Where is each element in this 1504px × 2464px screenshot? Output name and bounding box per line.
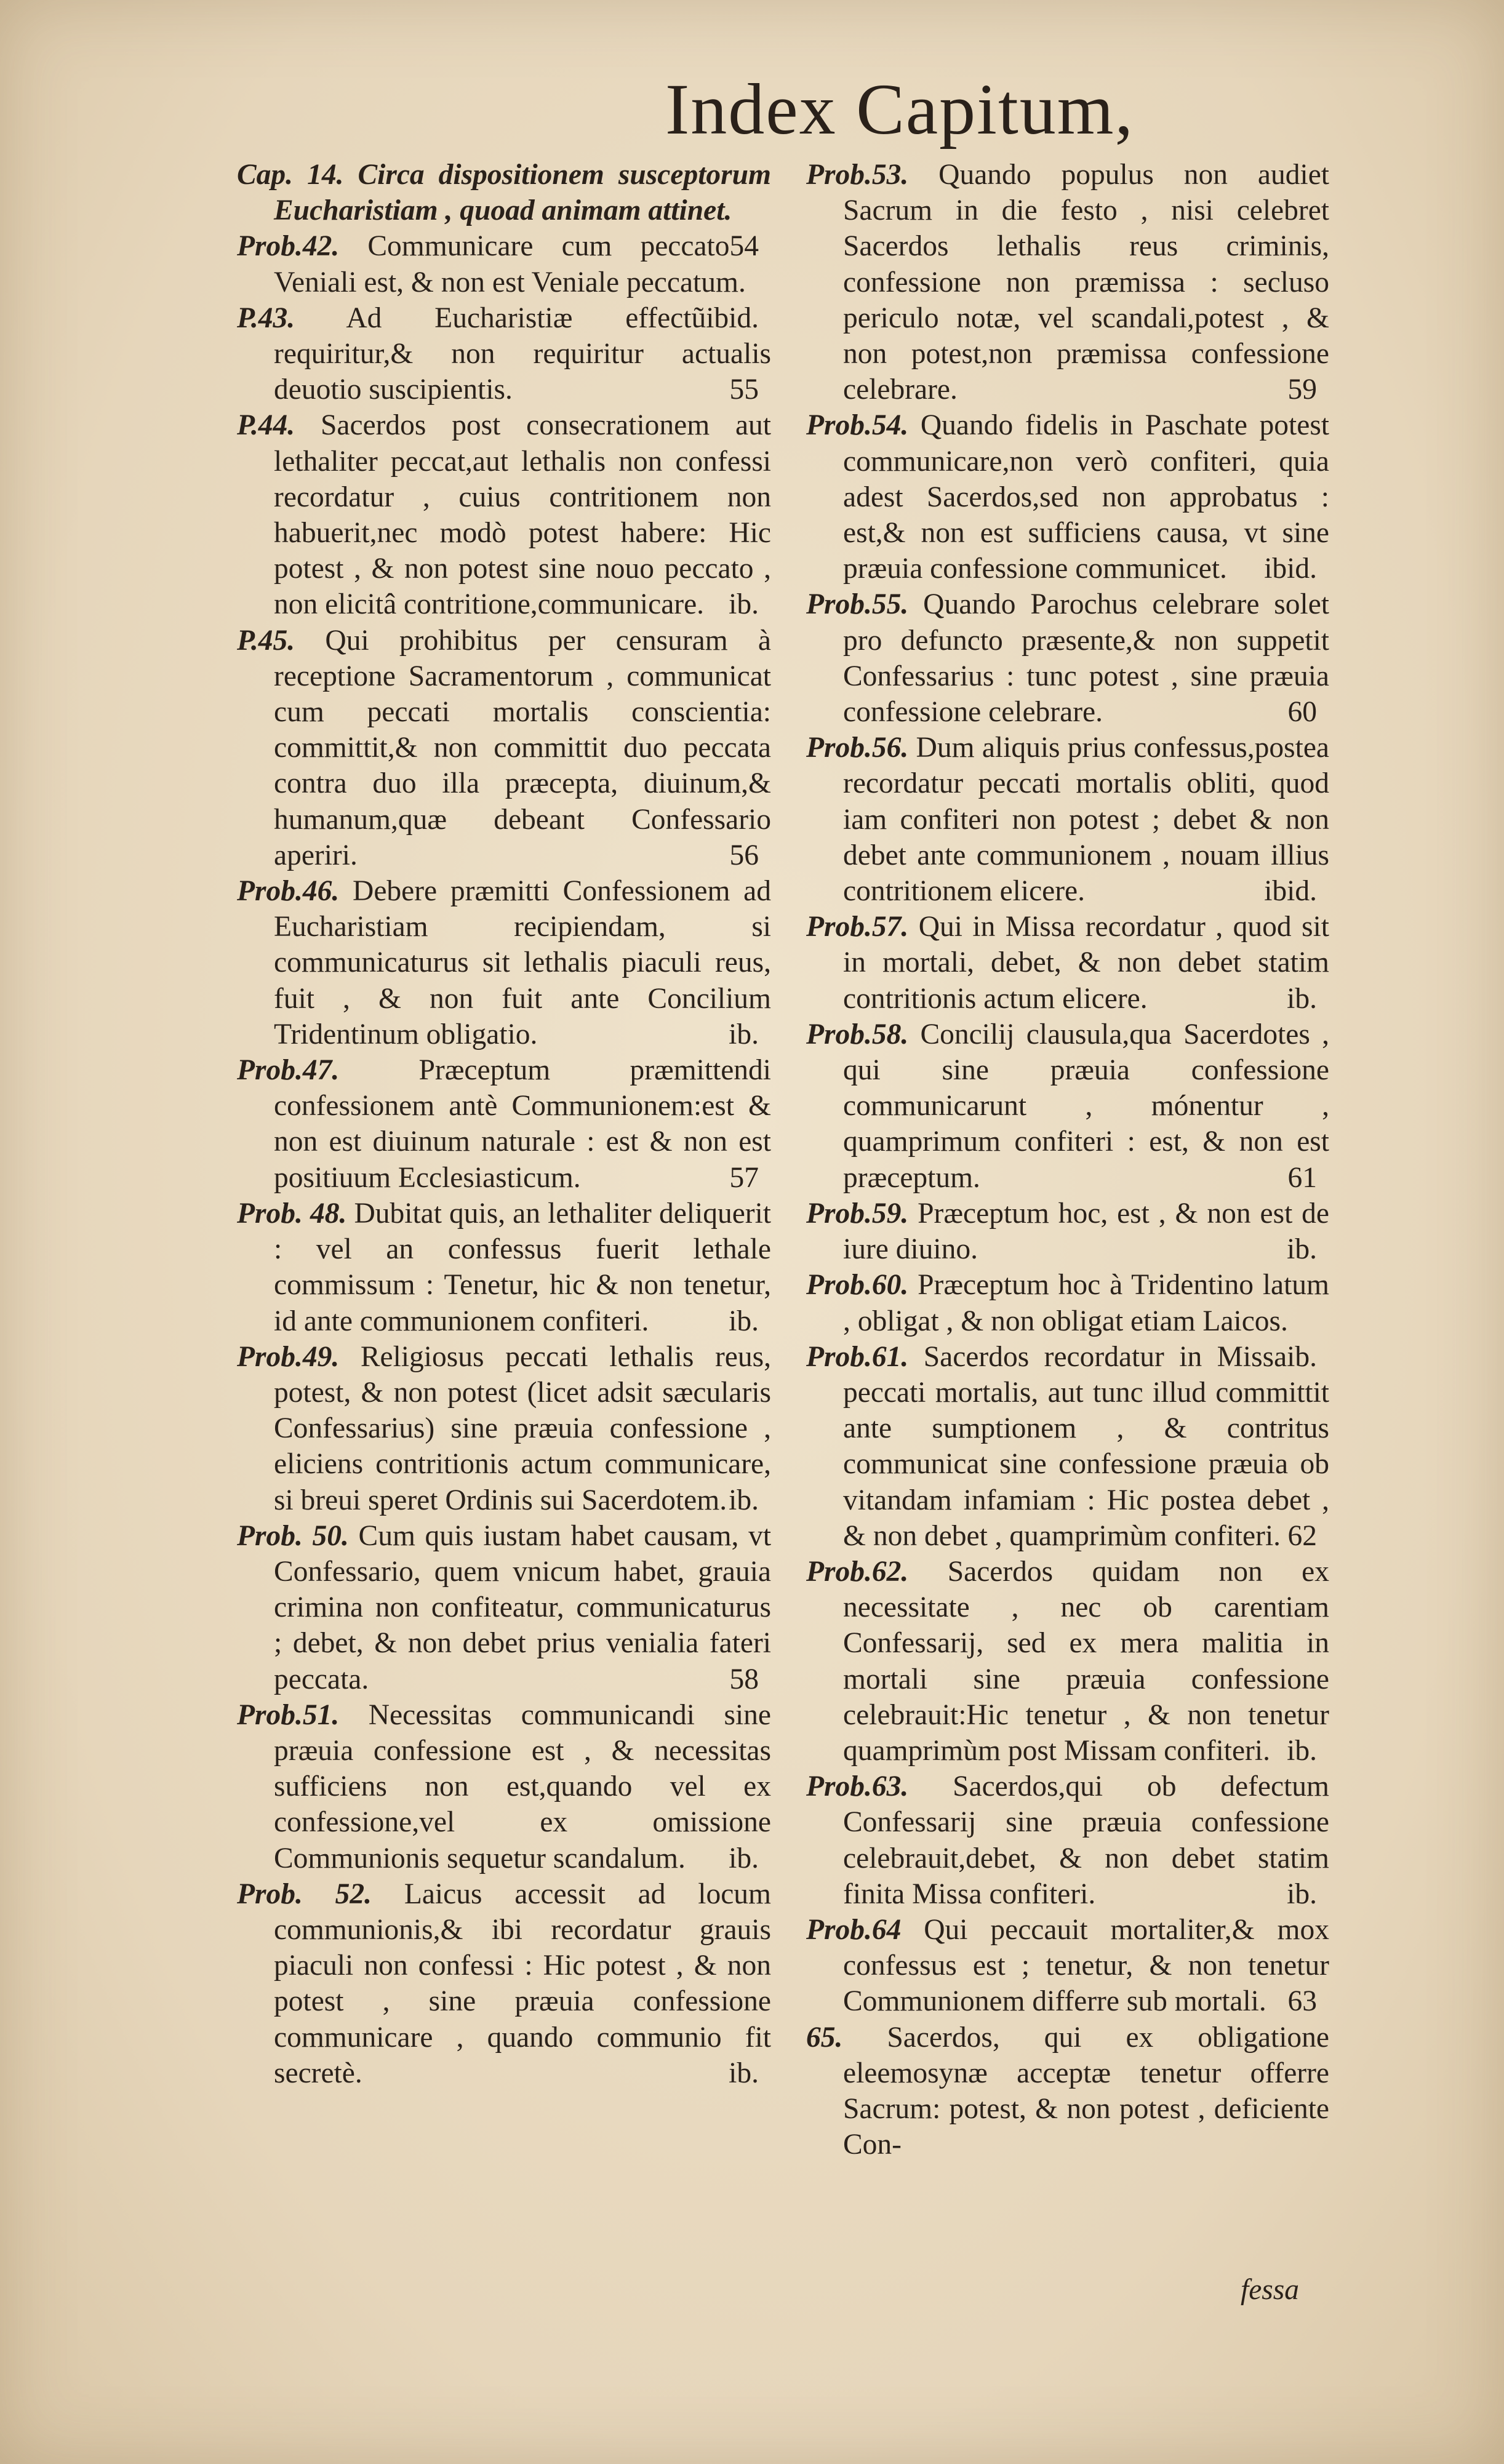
index-entry bbox=[237, 1339, 771, 1518]
entry-page: 55 bbox=[729, 374, 759, 406]
entry-page: 56 bbox=[729, 839, 759, 871]
entry-text: Ad Eucharistiæ effectũ requiritur,& non requiritur actualis deuotio suscipientis. bbox=[274, 302, 771, 406]
entry-label: P.45. bbox=[237, 624, 295, 657]
entry-label: Prob.42. bbox=[237, 230, 340, 263]
entry-text: Debere præmitti Confessionem ad Eucharistiam recipiendam, si communicaturus sit lethalis piaculi reus, fuit , & non fuit ante Concilium Tridentinum obligatio. bbox=[274, 875, 772, 1050]
entry-page: ib. bbox=[1287, 982, 1317, 1015]
entry-text: Sacerdos, qui ex obligatione eleemosynæ acceptæ tenetur offerre Sacrum: potest, & non potest , deficiente Con- bbox=[843, 2021, 1330, 2161]
entry-label: Prob. 48. bbox=[237, 1197, 347, 1230]
index-entry bbox=[806, 157, 1329, 407]
entry-text: Præceptum hoc à Tridentino latum , obligat , & non obligat etiam Laicos. bbox=[843, 1269, 1330, 1337]
entry-page: ib. bbox=[729, 588, 759, 621]
entry-page: 62 bbox=[1287, 1519, 1317, 1552]
entry-text: Laicus accessit ad locum communionis,& ibi recordatur grauis piaculi non confessi : Hic potest , & non potest , sine præuia confessione communicare , quando communio fit secretè. bbox=[274, 1878, 772, 2089]
entry-page: 60 bbox=[1287, 696, 1317, 729]
entry-text: Religiosus peccati lethalis reus, potest, & non potest (licet adsit sæcularis Confessarius) sine præuia confessione , eliciens contritionis actum communicare, si breui speret Ordinis sui Sacerdotem. bbox=[274, 1340, 771, 1516]
index-entry bbox=[806, 1769, 1329, 1912]
entry-label: P.44. bbox=[237, 409, 295, 442]
entry-page: ib. bbox=[729, 2057, 759, 2089]
entry-page: ib. bbox=[1287, 1340, 1317, 1373]
index-entry bbox=[806, 1554, 1329, 1769]
entry-page: 58 bbox=[729, 1663, 759, 1695]
entry-page: 54 bbox=[729, 230, 759, 263]
entry-label: 65. bbox=[806, 2021, 843, 2054]
entry-label: Prob.56. bbox=[806, 732, 909, 764]
index-entry bbox=[237, 1052, 771, 1196]
index-entry bbox=[237, 407, 771, 622]
index-entry bbox=[806, 1339, 1329, 1554]
entry-page: 57 bbox=[729, 1161, 759, 1194]
entry-page: ib. bbox=[1287, 1233, 1317, 1266]
index-entry bbox=[237, 1876, 771, 2091]
entry-label: Prob.51. bbox=[237, 1698, 340, 1731]
entry-page: 59 bbox=[1287, 374, 1317, 406]
index-entry bbox=[237, 873, 771, 1052]
entry-text: Sacerdos post consecrationem aut lethaliter peccat,aut lethalis non confessi recordatur , cuius contritionem non habuerit,nec modò potest habere: Hic potest , & non potest sine nouo peccato , non elicitâ contritione,communicare. bbox=[274, 409, 771, 621]
entry-label: Prob. 50. bbox=[237, 1519, 349, 1552]
entry-text: Qui prohibitus per censuram à receptione Sacramentorum , communicat cum peccati mortalis conscientia: committit,& non committit duo peccata contra duo illa præcepta, diuinum,& humanum,quæ debeant Confessario aperiri. bbox=[274, 624, 771, 871]
index-entry bbox=[806, 1017, 1329, 1196]
entry-label: Prob.46. bbox=[237, 875, 340, 908]
index-entry bbox=[806, 909, 1329, 1017]
entry-text: Præceptum hoc, est , & non est de iure diuino. bbox=[843, 1197, 1329, 1266]
entry-text: Concilij clausula,qua Sacerdotes , qui sine præuia confessione communicarunt , mónentur , quamprimum confiteri : est, & non est præceptum. bbox=[843, 1018, 1329, 1194]
entry-page: 61 bbox=[1287, 1161, 1317, 1194]
entry-label: Prob. 52. bbox=[237, 1878, 372, 1910]
entry-label: Prob.63. bbox=[806, 1770, 909, 1803]
entry-label: Prob.59. bbox=[806, 1197, 909, 1230]
entry-text: Sacerdos quidam non ex necessitate , nec ob carentiam Confessarij, sed ex mera malitia in mortali sine præuia confessione celebrauit:Hic tenetur , & non tenetur quamprimùm post Missam confiteri. bbox=[843, 1555, 1330, 1767]
catchword: fessa bbox=[1241, 2274, 1299, 2306]
entry-label: Prob.53. bbox=[806, 159, 909, 191]
entry-label: P.43. bbox=[237, 302, 295, 334]
index-entry bbox=[237, 1196, 771, 1339]
entry-text: Communicare cum peccato Veniali est, & non est Veniale peccatum. bbox=[274, 230, 746, 298]
entry-text: Qui in Missa recordatur , quod sit in mortali, debet, & non debet statim contritionis actum elicere. bbox=[843, 911, 1329, 1015]
entry-text: Sacerdos,qui ob defectum Confessarij sine præuia confessione celebrauit,debet, & non debet statim finita Missa confiteri. bbox=[843, 1770, 1329, 1910]
index-entry bbox=[806, 407, 1329, 586]
index-entry bbox=[806, 586, 1329, 730]
entry-text: Sacerdos recordatur in Missa peccati mortalis, aut tunc illud committit ante sumptionem , & contritus communicat sine confessione præuia ob vitandam infamiam : Hic postea debet , & non debet , quamprimùm confiteri. bbox=[843, 1340, 1329, 1552]
entry-page: ib. bbox=[729, 1842, 759, 1874]
entry-text: Quando fidelis in Paschate potest communicare,non verò confiteri, quia adest Sacerdos,sed non approbatus : est,& non est sufficiens causa, vt sine præuia confessione communicet. bbox=[843, 409, 1329, 585]
left-column bbox=[237, 157, 771, 2091]
entry-label: Prob.61. bbox=[806, 1340, 909, 1373]
entry-label: Prob.55. bbox=[806, 588, 909, 621]
entry-text: Circa dispositionem susceptorum Eucharistiam , quoad animam attinet. bbox=[274, 159, 771, 227]
entry-text: Necessitas communicandi sine præuia confessione est , & necessitas sufficiens non est,quando vel ex confessione,vel ex omissione Communionis sequetur scandalum. bbox=[274, 1698, 771, 1874]
entry-page: ib. bbox=[1287, 1878, 1317, 1910]
entry-text: Præceptum præmittendi confessionem antè Communionem:est & non est diuinum naturale : est & non est positiuum Ecclesiasticum. bbox=[274, 1054, 772, 1194]
entry-label: Prob.54. bbox=[806, 409, 909, 442]
entry-page: 63 bbox=[1287, 1985, 1317, 2018]
entry-label: Prob.62. bbox=[806, 1555, 909, 1588]
entry-label: Prob.47. bbox=[237, 1054, 340, 1087]
index-entry bbox=[237, 623, 771, 873]
index-entry bbox=[806, 2020, 1329, 2163]
index-entry bbox=[806, 730, 1329, 909]
entry-page: ibid. bbox=[1264, 875, 1317, 908]
entry-label: Prob.58. bbox=[806, 1018, 909, 1050]
entry-text: Cum quis iustam habet causam, vt Confessario, quem vnicum habet, grauia crimina non confiteatur, communicaturus ; debet, & non debet prius venialia fateri peccata. bbox=[274, 1519, 772, 1695]
index-entry bbox=[237, 300, 771, 408]
index-entry bbox=[237, 1697, 771, 1876]
entry-label: Prob.57. bbox=[806, 911, 909, 943]
entry-text: Dubitat quis, an lethaliter deliquerit : vel an confessus fuerit lethale commissum : Tenetur, hic & non tenetur, id ante communionem confiteri. bbox=[274, 1197, 771, 1337]
entry-label: Prob.60. bbox=[806, 1269, 909, 1302]
entry-page: ib. bbox=[1287, 1734, 1317, 1767]
entry-label: Cap. 14. bbox=[237, 159, 344, 191]
index-entry bbox=[806, 1912, 1329, 2020]
entry-label: Prob.64 bbox=[806, 1913, 902, 1946]
entry-text: Quando Parochus celebrare solet pro defuncto præsente,& non suppetit Confessarius : tunc potest , sine præuia confessione celebrare. bbox=[843, 588, 1330, 729]
entry-text: Qui peccauit mortaliter,& mox confessus est ; tenetur, & non tenetur Communionem differre sub mortali. bbox=[843, 1913, 1329, 2018]
right-column bbox=[806, 157, 1329, 2162]
entry-label: Prob.49. bbox=[237, 1340, 340, 1373]
entry-text: Dum aliquis prius confessus,postea recordatur peccati mortalis obliti, quod iam confiteri non potest ; debet & non debet ante communionem , nouam illius contritionem elicere. bbox=[843, 732, 1329, 908]
entry-page: ib. bbox=[729, 1484, 759, 1516]
index-entry bbox=[806, 1196, 1329, 1267]
entry-page: ib. bbox=[729, 1018, 759, 1050]
entry-text: Quando populus non audiet Sacrum in die festo , nisi celebret Sacerdos lethalis reus criminis, confessione non præmissa : secluso periculo notæ, vel scandali,potest , & non potest,non præmissa confessione celebrare. bbox=[843, 159, 1329, 406]
entry-page: ibid. bbox=[706, 302, 759, 334]
entry-page: ib. bbox=[729, 1305, 759, 1337]
index-entry bbox=[237, 1518, 771, 1697]
page-title: Index Capitum, bbox=[665, 69, 1135, 150]
entry-page: ibid. bbox=[1264, 553, 1317, 585]
